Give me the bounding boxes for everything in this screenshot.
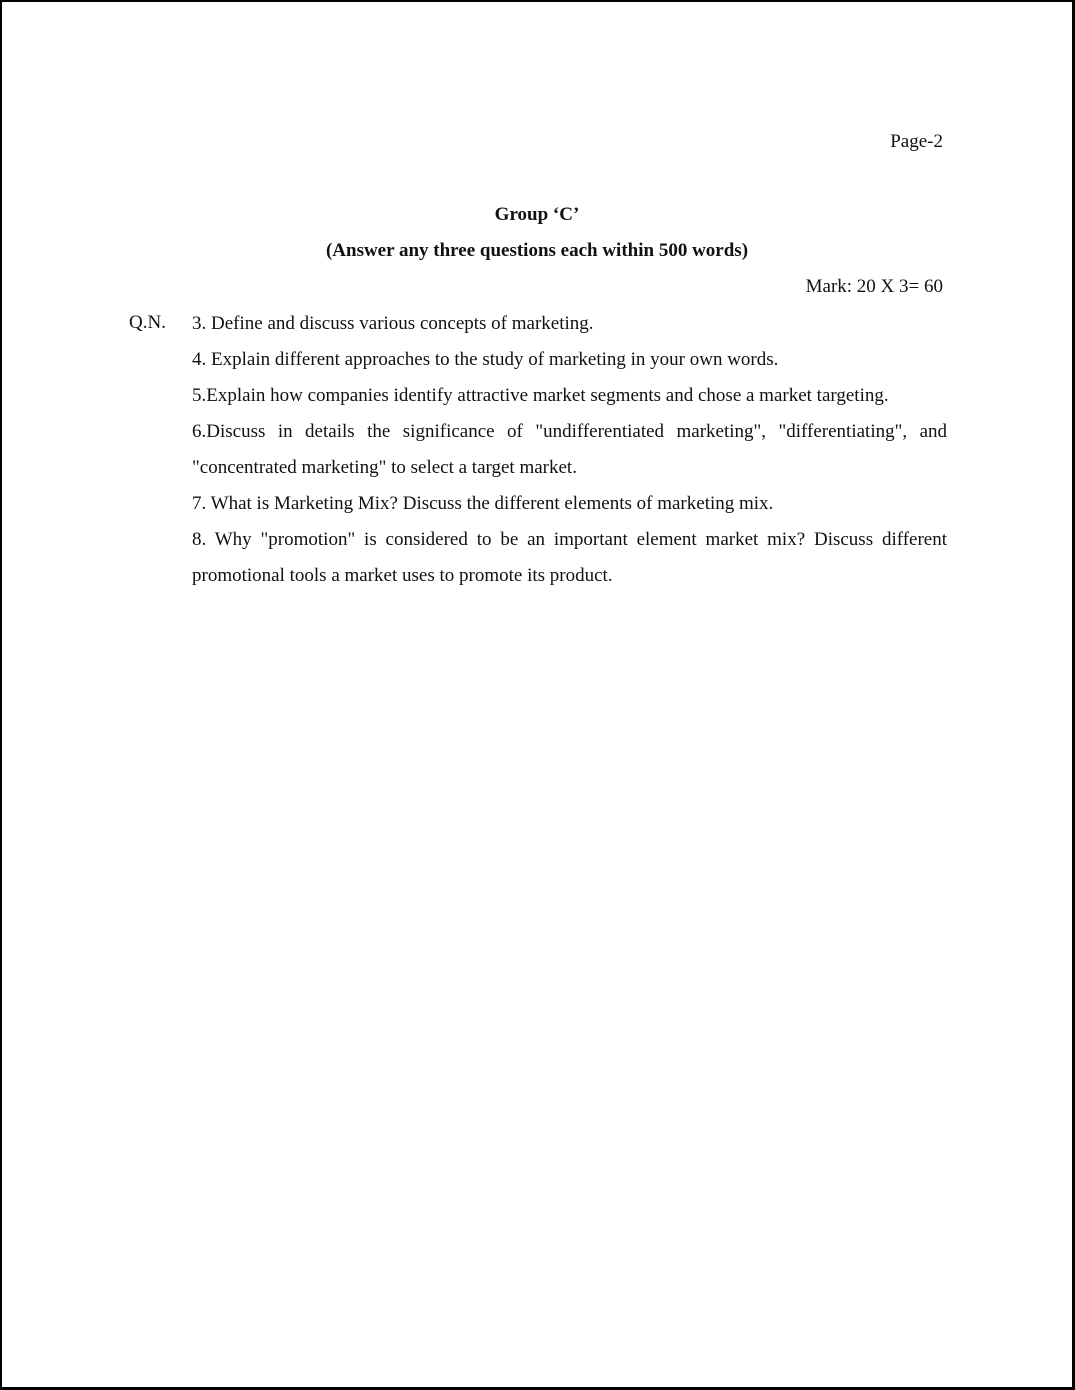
question-item: 5.Explain how companies identify attractive market segments and chose a market targeting. xyxy=(192,385,889,406)
question-item: 6.Discuss in details the significance of "undifferentiated marketing", "differentiating", and "concentrated marketing" to select a target market. xyxy=(192,421,947,478)
instruction: (Answer any three questions each within 500 words) xyxy=(325,240,749,261)
marks: Mark: 20 X 3= 60 xyxy=(805,276,943,297)
question-item: 8. Why "promotion" is considered to be an important element market mix? Discuss different promotional tools a market uses to promote its product. xyxy=(192,529,947,586)
qn-label: Q.N. xyxy=(129,312,166,333)
question-list xyxy=(192,306,947,594)
group-title: Group ‘C’ xyxy=(494,204,580,225)
question-item: 3. Define and discuss various concepts of marketing. xyxy=(192,313,594,334)
page-number: Page-2 xyxy=(890,131,943,152)
question-item: 7. What is Marketing Mix? Discuss the different elements of marketing mix. xyxy=(192,493,774,514)
question-item: 4. Explain different approaches to the study of marketing in your own words. xyxy=(192,349,779,370)
